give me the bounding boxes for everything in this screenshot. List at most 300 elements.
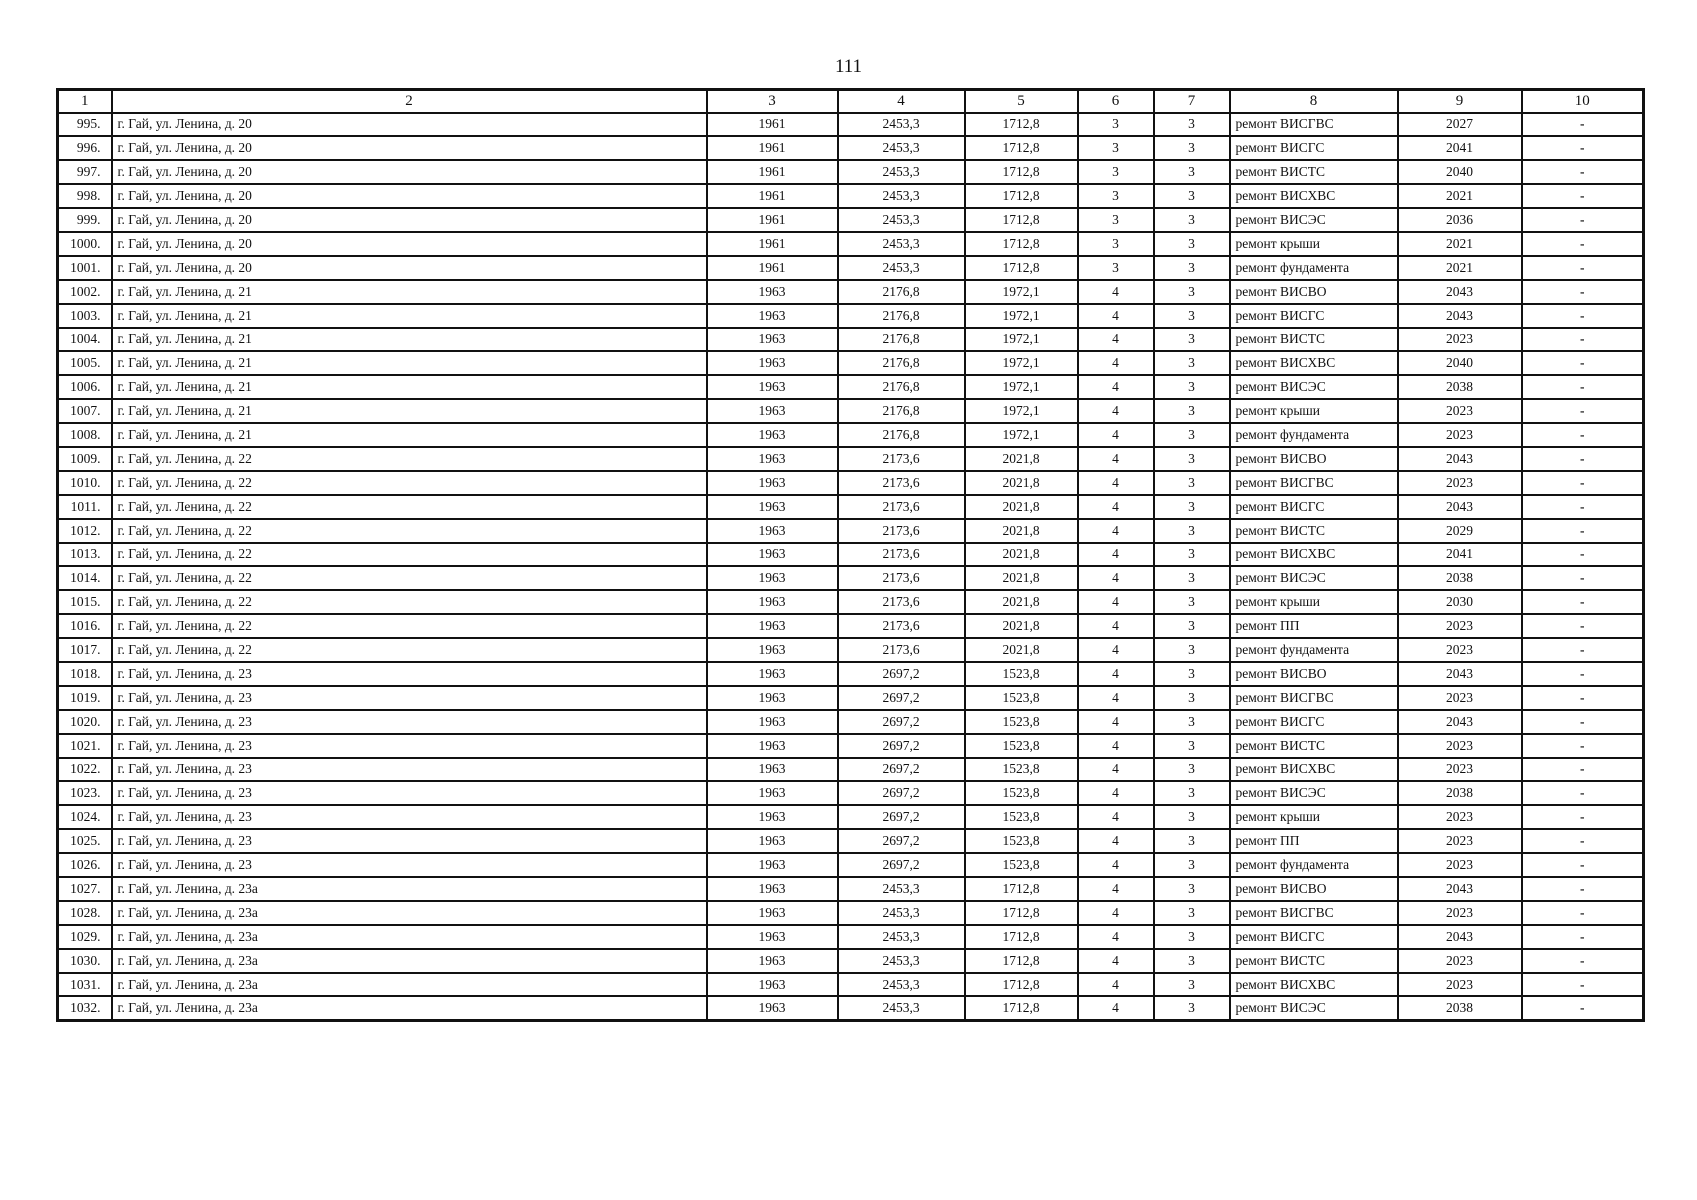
work-type-cell: ремонт ВИСТС xyxy=(1230,734,1398,758)
living-area-cell: 2021,8 xyxy=(965,471,1078,495)
planned-year-cell: 2040 xyxy=(1398,160,1522,184)
work-type-cell: ремонт крыши xyxy=(1230,399,1398,423)
living-area-cell: 1712,8 xyxy=(965,208,1078,232)
row-number-cell: 999. xyxy=(58,208,112,232)
row-number-cell: 1010. xyxy=(58,471,112,495)
planned-year-cell: 2027 xyxy=(1398,113,1522,137)
living-area-cell: 2021,8 xyxy=(965,614,1078,638)
row-number-cell: 1012. xyxy=(58,519,112,543)
table-body xyxy=(58,113,1644,1021)
year-built-cell: 1963 xyxy=(707,399,838,423)
year-built-cell: 1963 xyxy=(707,686,838,710)
total-area-cell: 2453,3 xyxy=(838,901,965,925)
floors-cell: 4 xyxy=(1078,853,1154,877)
year-built-cell: 1963 xyxy=(707,351,838,375)
total-area-cell: 2697,2 xyxy=(838,686,965,710)
year-built-cell: 1963 xyxy=(707,853,838,877)
address-cell: г. Гай, ул. Ленина, д. 21 xyxy=(112,423,707,447)
note-cell: - xyxy=(1522,447,1644,471)
row-number-cell: 1022. xyxy=(58,758,112,782)
row-number-cell: 1028. xyxy=(58,901,112,925)
planned-year-cell: 2021 xyxy=(1398,232,1522,256)
address-cell: г. Гай, ул. Ленина, д. 21 xyxy=(112,399,707,423)
year-built-cell: 1963 xyxy=(707,495,838,519)
entrances-cell: 3 xyxy=(1154,566,1230,590)
total-area-cell: 2176,8 xyxy=(838,304,965,328)
entrances-cell: 3 xyxy=(1154,996,1230,1020)
entrances-cell: 3 xyxy=(1154,614,1230,638)
year-built-cell: 1961 xyxy=(707,256,838,280)
floors-cell: 4 xyxy=(1078,614,1154,638)
note-cell: - xyxy=(1522,519,1644,543)
address-cell: г. Гай, ул. Ленина, д. 22 xyxy=(112,590,707,614)
year-built-cell: 1963 xyxy=(707,638,838,662)
table-row xyxy=(58,375,1644,399)
entrances-cell: 3 xyxy=(1154,781,1230,805)
address-cell: г. Гай, ул. Ленина, д. 21 xyxy=(112,375,707,399)
column-header: 3 xyxy=(707,90,838,113)
table-row xyxy=(58,973,1644,997)
planned-year-cell: 2038 xyxy=(1398,996,1522,1020)
row-number-cell: 1018. xyxy=(58,662,112,686)
living-area-cell: 2021,8 xyxy=(965,519,1078,543)
year-built-cell: 1963 xyxy=(707,423,838,447)
year-built-cell: 1963 xyxy=(707,758,838,782)
planned-year-cell: 2040 xyxy=(1398,351,1522,375)
row-number-cell: 1032. xyxy=(58,996,112,1020)
row-number-cell: 1029. xyxy=(58,925,112,949)
entrances-cell: 3 xyxy=(1154,590,1230,614)
table-row xyxy=(58,734,1644,758)
address-cell: г. Гай, ул. Ленина, д. 23 xyxy=(112,805,707,829)
planned-year-cell: 2043 xyxy=(1398,495,1522,519)
work-type-cell: ремонт ВИСТС xyxy=(1230,519,1398,543)
total-area-cell: 2697,2 xyxy=(838,805,965,829)
planned-year-cell: 2030 xyxy=(1398,590,1522,614)
table-row xyxy=(58,925,1644,949)
floors-cell: 4 xyxy=(1078,495,1154,519)
entrances-cell: 3 xyxy=(1154,232,1230,256)
column-header: 9 xyxy=(1398,90,1522,113)
floors-cell: 3 xyxy=(1078,232,1154,256)
address-cell: г. Гай, ул. Ленина, д. 23а xyxy=(112,877,707,901)
address-cell: г. Гай, ул. Ленина, д. 23 xyxy=(112,853,707,877)
address-cell: г. Гай, ул. Ленина, д. 20 xyxy=(112,113,707,137)
note-cell: - xyxy=(1522,638,1644,662)
entrances-cell: 3 xyxy=(1154,471,1230,495)
year-built-cell: 1963 xyxy=(707,901,838,925)
year-built-cell: 1963 xyxy=(707,447,838,471)
planned-year-cell: 2023 xyxy=(1398,328,1522,352)
note-cell: - xyxy=(1522,686,1644,710)
living-area-cell: 1523,8 xyxy=(965,758,1078,782)
address-cell: г. Гай, ул. Ленина, д. 23а xyxy=(112,901,707,925)
living-area-cell: 1972,1 xyxy=(965,328,1078,352)
living-area-cell: 1523,8 xyxy=(965,781,1078,805)
living-area-cell: 1712,8 xyxy=(965,184,1078,208)
living-area-cell: 1523,8 xyxy=(965,853,1078,877)
planned-year-cell: 2043 xyxy=(1398,925,1522,949)
note-cell: - xyxy=(1522,590,1644,614)
floors-cell: 4 xyxy=(1078,543,1154,567)
total-area-cell: 2697,2 xyxy=(838,662,965,686)
year-built-cell: 1963 xyxy=(707,925,838,949)
planned-year-cell: 2043 xyxy=(1398,877,1522,901)
address-cell: г. Гай, ул. Ленина, д. 23 xyxy=(112,829,707,853)
address-cell: г. Гай, ул. Ленина, д. 23 xyxy=(112,758,707,782)
column-header: 7 xyxy=(1154,90,1230,113)
floors-cell: 4 xyxy=(1078,996,1154,1020)
address-cell: г. Гай, ул. Ленина, д. 20 xyxy=(112,184,707,208)
total-area-cell: 2697,2 xyxy=(838,758,965,782)
row-number-cell: 1006. xyxy=(58,375,112,399)
note-cell: - xyxy=(1522,423,1644,447)
planned-year-cell: 2023 xyxy=(1398,734,1522,758)
year-built-cell: 1961 xyxy=(707,136,838,160)
column-header: 4 xyxy=(838,90,965,113)
floors-cell: 4 xyxy=(1078,662,1154,686)
table-row xyxy=(58,256,1644,280)
total-area-cell: 2173,6 xyxy=(838,447,965,471)
row-number-cell: 1008. xyxy=(58,423,112,447)
total-area-cell: 2453,3 xyxy=(838,877,965,901)
living-area-cell: 1712,8 xyxy=(965,996,1078,1020)
floors-cell: 4 xyxy=(1078,781,1154,805)
floors-cell: 3 xyxy=(1078,136,1154,160)
table-row xyxy=(58,328,1644,352)
note-cell: - xyxy=(1522,543,1644,567)
work-type-cell: ремонт ПП xyxy=(1230,829,1398,853)
address-cell: г. Гай, ул. Ленина, д. 20 xyxy=(112,256,707,280)
planned-year-cell: 2023 xyxy=(1398,638,1522,662)
year-built-cell: 1963 xyxy=(707,471,838,495)
year-built-cell: 1963 xyxy=(707,519,838,543)
table-row xyxy=(58,351,1644,375)
living-area-cell: 1712,8 xyxy=(965,113,1078,137)
year-built-cell: 1961 xyxy=(707,208,838,232)
note-cell: - xyxy=(1522,495,1644,519)
floors-cell: 3 xyxy=(1078,208,1154,232)
row-number-cell: 1019. xyxy=(58,686,112,710)
note-cell: - xyxy=(1522,471,1644,495)
year-built-cell: 1963 xyxy=(707,543,838,567)
note-cell: - xyxy=(1522,566,1644,590)
year-built-cell: 1963 xyxy=(707,328,838,352)
table-row xyxy=(58,113,1644,137)
floors-cell: 4 xyxy=(1078,638,1154,662)
entrances-cell: 3 xyxy=(1154,519,1230,543)
living-area-cell: 1712,8 xyxy=(965,160,1078,184)
address-cell: г. Гай, ул. Ленина, д. 22 xyxy=(112,566,707,590)
address-cell: г. Гай, ул. Ленина, д. 23а xyxy=(112,973,707,997)
table-row xyxy=(58,662,1644,686)
work-type-cell: ремонт фундамента xyxy=(1230,256,1398,280)
living-area-cell: 2021,8 xyxy=(965,495,1078,519)
total-area-cell: 2176,8 xyxy=(838,328,965,352)
work-type-cell: ремонт ВИСТС xyxy=(1230,160,1398,184)
note-cell: - xyxy=(1522,973,1644,997)
floors-cell: 4 xyxy=(1078,351,1154,375)
address-cell: г. Гай, ул. Ленина, д. 21 xyxy=(112,280,707,304)
note-cell: - xyxy=(1522,160,1644,184)
planned-year-cell: 2023 xyxy=(1398,423,1522,447)
table-row xyxy=(58,136,1644,160)
year-built-cell: 1963 xyxy=(707,829,838,853)
total-area-cell: 2453,3 xyxy=(838,973,965,997)
entrances-cell: 3 xyxy=(1154,973,1230,997)
note-cell: - xyxy=(1522,136,1644,160)
row-number-cell: 1024. xyxy=(58,805,112,829)
work-type-cell: ремонт крыши xyxy=(1230,232,1398,256)
floors-cell: 4 xyxy=(1078,328,1154,352)
table-row xyxy=(58,710,1644,734)
work-type-cell: ремонт ВИСЭС xyxy=(1230,781,1398,805)
row-number-cell: 1020. xyxy=(58,710,112,734)
planned-year-cell: 2023 xyxy=(1398,686,1522,710)
work-type-cell: ремонт ВИСВО xyxy=(1230,877,1398,901)
work-type-cell: ремонт фундамента xyxy=(1230,638,1398,662)
living-area-cell: 1523,8 xyxy=(965,805,1078,829)
note-cell: - xyxy=(1522,758,1644,782)
entrances-cell: 3 xyxy=(1154,829,1230,853)
floors-cell: 4 xyxy=(1078,758,1154,782)
floors-cell: 4 xyxy=(1078,519,1154,543)
work-type-cell: ремонт ВИСГВС xyxy=(1230,686,1398,710)
row-number-cell: 1002. xyxy=(58,280,112,304)
planned-year-cell: 2043 xyxy=(1398,280,1522,304)
table-row xyxy=(58,566,1644,590)
work-type-cell: ремонт ПП xyxy=(1230,614,1398,638)
living-area-cell: 1523,8 xyxy=(965,734,1078,758)
year-built-cell: 1963 xyxy=(707,566,838,590)
table-row xyxy=(58,590,1644,614)
address-cell: г. Гай, ул. Ленина, д. 23 xyxy=(112,734,707,758)
planned-year-cell: 2023 xyxy=(1398,805,1522,829)
living-area-cell: 2021,8 xyxy=(965,590,1078,614)
address-cell: г. Гай, ул. Ленина, д. 23 xyxy=(112,662,707,686)
planned-year-cell: 2036 xyxy=(1398,208,1522,232)
year-built-cell: 1963 xyxy=(707,614,838,638)
note-cell: - xyxy=(1522,925,1644,949)
entrances-cell: 3 xyxy=(1154,447,1230,471)
entrances-cell: 3 xyxy=(1154,136,1230,160)
entrances-cell: 3 xyxy=(1154,949,1230,973)
year-built-cell: 1963 xyxy=(707,805,838,829)
entrances-cell: 3 xyxy=(1154,638,1230,662)
floors-cell: 4 xyxy=(1078,423,1154,447)
living-area-cell: 2021,8 xyxy=(965,447,1078,471)
entrances-cell: 3 xyxy=(1154,662,1230,686)
work-type-cell: ремонт ВИСХВС xyxy=(1230,543,1398,567)
table-row xyxy=(58,949,1644,973)
floors-cell: 4 xyxy=(1078,973,1154,997)
living-area-cell: 2021,8 xyxy=(965,543,1078,567)
note-cell: - xyxy=(1522,710,1644,734)
address-cell: г. Гай, ул. Ленина, д. 23а xyxy=(112,949,707,973)
planned-year-cell: 2023 xyxy=(1398,973,1522,997)
note-cell: - xyxy=(1522,781,1644,805)
total-area-cell: 2453,3 xyxy=(838,925,965,949)
living-area-cell: 1523,8 xyxy=(965,686,1078,710)
table-row xyxy=(58,495,1644,519)
work-type-cell: ремонт ВИСГС xyxy=(1230,304,1398,328)
column-header: 2 xyxy=(112,90,707,113)
total-area-cell: 2176,8 xyxy=(838,280,965,304)
living-area-cell: 2021,8 xyxy=(965,566,1078,590)
row-number-cell: 1025. xyxy=(58,829,112,853)
address-cell: г. Гай, ул. Ленина, д. 23а xyxy=(112,996,707,1020)
work-type-cell: ремонт фундамента xyxy=(1230,423,1398,447)
column-header: 6 xyxy=(1078,90,1154,113)
table-row xyxy=(58,423,1644,447)
entrances-cell: 3 xyxy=(1154,280,1230,304)
row-number-cell: 1021. xyxy=(58,734,112,758)
table-row xyxy=(58,160,1644,184)
floors-cell: 4 xyxy=(1078,949,1154,973)
note-cell: - xyxy=(1522,662,1644,686)
entrances-cell: 3 xyxy=(1154,256,1230,280)
planned-year-cell: 2023 xyxy=(1398,901,1522,925)
work-type-cell: ремонт ВИСГВС xyxy=(1230,113,1398,137)
planned-year-cell: 2043 xyxy=(1398,304,1522,328)
address-cell: г. Гай, ул. Ленина, д. 22 xyxy=(112,447,707,471)
total-area-cell: 2173,6 xyxy=(838,471,965,495)
row-number-cell: 1011. xyxy=(58,495,112,519)
row-number-cell: 1007. xyxy=(58,399,112,423)
entrances-cell: 3 xyxy=(1154,877,1230,901)
address-cell: г. Гай, ул. Ленина, д. 20 xyxy=(112,136,707,160)
row-number-cell: 1003. xyxy=(58,304,112,328)
year-built-cell: 1961 xyxy=(707,160,838,184)
row-number-cell: 995. xyxy=(58,113,112,137)
work-type-cell: ремонт ВИСХВС xyxy=(1230,973,1398,997)
work-type-cell: ремонт ВИСХВС xyxy=(1230,184,1398,208)
address-cell: г. Гай, ул. Ленина, д. 21 xyxy=(112,328,707,352)
living-area-cell: 1712,8 xyxy=(965,232,1078,256)
planned-year-cell: 2043 xyxy=(1398,710,1522,734)
row-number-cell: 996. xyxy=(58,136,112,160)
note-cell: - xyxy=(1522,805,1644,829)
note-cell: - xyxy=(1522,829,1644,853)
note-cell: - xyxy=(1522,949,1644,973)
total-area-cell: 2176,8 xyxy=(838,399,965,423)
living-area-cell: 2021,8 xyxy=(965,638,1078,662)
work-type-cell: ремонт ВИСТС xyxy=(1230,949,1398,973)
planned-year-cell: 2021 xyxy=(1398,184,1522,208)
entrances-cell: 3 xyxy=(1154,208,1230,232)
address-cell: г. Гай, ул. Ленина, д. 23 xyxy=(112,781,707,805)
repair-schedule-table xyxy=(56,88,1645,1022)
address-cell: г. Гай, ул. Ленина, д. 21 xyxy=(112,351,707,375)
address-cell: г. Гай, ул. Ленина, д. 23 xyxy=(112,686,707,710)
year-built-cell: 1961 xyxy=(707,184,838,208)
work-type-cell: ремонт ВИСВО xyxy=(1230,280,1398,304)
total-area-cell: 2697,2 xyxy=(838,710,965,734)
table-row xyxy=(58,829,1644,853)
table-row xyxy=(58,519,1644,543)
planned-year-cell: 2041 xyxy=(1398,136,1522,160)
entrances-cell: 3 xyxy=(1154,399,1230,423)
table-row xyxy=(58,208,1644,232)
address-cell: г. Гай, ул. Ленина, д. 22 xyxy=(112,614,707,638)
floors-cell: 4 xyxy=(1078,734,1154,758)
work-type-cell: ремонт ВИСГС xyxy=(1230,136,1398,160)
note-cell: - xyxy=(1522,399,1644,423)
work-type-cell: ремонт ВИСГС xyxy=(1230,495,1398,519)
year-built-cell: 1963 xyxy=(707,734,838,758)
living-area-cell: 1523,8 xyxy=(965,662,1078,686)
living-area-cell: 1972,1 xyxy=(965,280,1078,304)
total-area-cell: 2697,2 xyxy=(838,781,965,805)
floors-cell: 4 xyxy=(1078,304,1154,328)
row-number-cell: 1013. xyxy=(58,543,112,567)
table-row xyxy=(58,805,1644,829)
total-area-cell: 2173,6 xyxy=(838,590,965,614)
entrances-cell: 3 xyxy=(1154,304,1230,328)
row-number-cell: 1001. xyxy=(58,256,112,280)
planned-year-cell: 2023 xyxy=(1398,399,1522,423)
planned-year-cell: 2043 xyxy=(1398,662,1522,686)
table-row xyxy=(58,781,1644,805)
entrances-cell: 3 xyxy=(1154,710,1230,734)
row-number-cell: 1005. xyxy=(58,351,112,375)
row-number-cell: 1004. xyxy=(58,328,112,352)
work-type-cell: ремонт ВИСЭС xyxy=(1230,208,1398,232)
work-type-cell: ремонт фундамента xyxy=(1230,853,1398,877)
work-type-cell: ремонт ВИСТС xyxy=(1230,328,1398,352)
address-cell: г. Гай, ул. Ленина, д. 20 xyxy=(112,160,707,184)
work-type-cell: ремонт ВИСХВС xyxy=(1230,351,1398,375)
planned-year-cell: 2023 xyxy=(1398,853,1522,877)
table-row xyxy=(58,996,1644,1020)
floors-cell: 4 xyxy=(1078,829,1154,853)
work-type-cell: ремонт ВИСГС xyxy=(1230,925,1398,949)
table-row xyxy=(58,877,1644,901)
note-cell: - xyxy=(1522,256,1644,280)
planned-year-cell: 2023 xyxy=(1398,829,1522,853)
column-header: 1 xyxy=(58,90,112,113)
living-area-cell: 1712,8 xyxy=(965,136,1078,160)
total-area-cell: 2453,3 xyxy=(838,256,965,280)
living-area-cell: 1972,1 xyxy=(965,375,1078,399)
row-number-cell: 1009. xyxy=(58,447,112,471)
row-number-cell: 1015. xyxy=(58,590,112,614)
floors-cell: 4 xyxy=(1078,805,1154,829)
year-built-cell: 1963 xyxy=(707,877,838,901)
table-row xyxy=(58,399,1644,423)
note-cell: - xyxy=(1522,901,1644,925)
year-built-cell: 1963 xyxy=(707,280,838,304)
table-row xyxy=(58,184,1644,208)
page-number: 111 xyxy=(834,56,863,77)
entrances-cell: 3 xyxy=(1154,901,1230,925)
note-cell: - xyxy=(1522,328,1644,352)
row-number-cell: 1014. xyxy=(58,566,112,590)
floors-cell: 4 xyxy=(1078,901,1154,925)
note-cell: - xyxy=(1522,184,1644,208)
year-built-cell: 1963 xyxy=(707,590,838,614)
work-type-cell: ремонт ВИСГВС xyxy=(1230,901,1398,925)
table-row xyxy=(58,853,1644,877)
year-built-cell: 1961 xyxy=(707,113,838,137)
living-area-cell: 1523,8 xyxy=(965,710,1078,734)
floors-cell: 4 xyxy=(1078,471,1154,495)
total-area-cell: 2173,6 xyxy=(838,543,965,567)
row-number-cell: 1023. xyxy=(58,781,112,805)
table-row xyxy=(58,686,1644,710)
row-number-cell: 998. xyxy=(58,184,112,208)
planned-year-cell: 2038 xyxy=(1398,566,1522,590)
